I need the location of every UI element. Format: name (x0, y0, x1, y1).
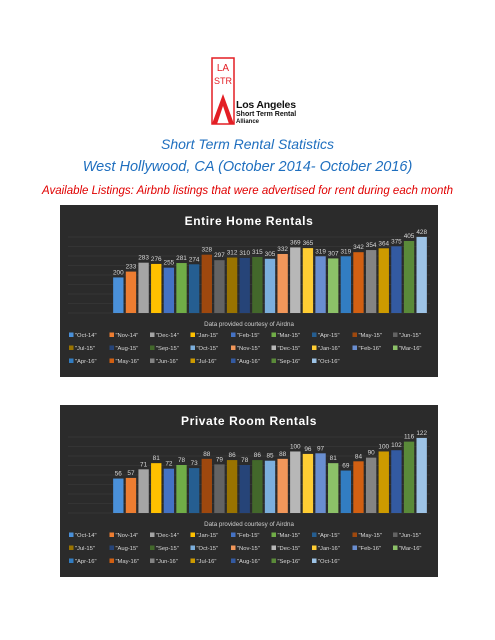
entire-home-legend-swatch (191, 346, 196, 351)
entire-home-bar (277, 254, 287, 313)
entire-home-legend-label: "Oct-15" (196, 346, 219, 352)
private-room-legend-swatch (69, 533, 74, 538)
private-room-legend-swatch (191, 533, 196, 538)
private-room-legend-swatch (353, 533, 358, 538)
private-room-legend-label: "Jun-15" (399, 533, 421, 539)
private-room-legend-label: "Nov-15" (237, 546, 260, 552)
entire-home-legend-label: "May-16" (115, 359, 139, 365)
private-room-legend-swatch (150, 533, 155, 538)
entire-home-legend-swatch (191, 359, 196, 364)
entire-home-bar (366, 250, 376, 313)
private-room-bar (277, 459, 287, 513)
private-room-legend-label: "Aug-15" (115, 546, 139, 552)
private-room-legend-swatch (312, 559, 317, 564)
entire-home-data-label: 319 (315, 248, 326, 256)
entire-home-legend-label: "Mar-16" (399, 346, 422, 352)
entire-home-bar (328, 258, 338, 313)
entire-home-bar (290, 247, 300, 313)
entire-home-legend-swatch (353, 333, 358, 338)
entire-home-annotation: Data provided courtesy of Airdna (204, 321, 294, 328)
entire-home-bar (227, 258, 237, 313)
entire-home-data-label: 310 (239, 249, 251, 257)
private-room-legend-swatch (150, 546, 155, 551)
logo-letters-str: STR (214, 76, 232, 86)
entire-home-bar (189, 264, 199, 313)
entire-home-chart-title: Entire Home Rentals (184, 214, 314, 228)
entire-home-bar (126, 272, 136, 313)
private-room-bar (214, 464, 224, 513)
entire-home-data-label: 328 (201, 246, 213, 254)
page-subtitle: Available Listings: Airbnb listings that were advertised for rent during each month (41, 185, 454, 197)
private-room-legend-swatch (231, 546, 236, 551)
private-room-bar (151, 463, 161, 513)
entire-home-legend-swatch (393, 333, 398, 338)
private-room-data-label: 69 (342, 462, 350, 470)
entire-home-data-label: 369 (289, 239, 301, 247)
entire-home-legend-swatch (150, 333, 155, 338)
private-room-legend-label: "Nov-14" (115, 533, 139, 539)
entire-home-legend-swatch (231, 346, 236, 351)
logo-a-shape (212, 94, 234, 124)
private-room-bar (227, 460, 237, 513)
entire-home-data-label: 405 (403, 233, 415, 240)
entire-home-bar (176, 263, 186, 313)
entire-home-legend-swatch (69, 359, 74, 364)
entire-home-data-label: 354 (365, 242, 377, 250)
entire-home-legend-swatch (231, 333, 236, 338)
private-room-bar (417, 438, 427, 513)
private-room-data-label: 85 (266, 452, 274, 460)
private-room-legend-swatch (393, 533, 398, 538)
logo-wordmark (236, 100, 296, 126)
entire-home-legend-label: "Mar-15" (277, 333, 300, 339)
entire-home-bar (341, 256, 351, 313)
private-room-legend-swatch (191, 546, 196, 551)
entire-home-legend-swatch (312, 359, 317, 364)
entire-home-legend-swatch (110, 359, 115, 364)
private-room-legend-label: "Mar-15" (277, 533, 300, 539)
private-room-bar (315, 453, 325, 513)
private-room-legend-label: "Jan-15" (196, 533, 219, 539)
entire-home-legend-label: "May-15" (358, 333, 382, 339)
entire-home-data-label: 305 (264, 250, 276, 258)
private-room-legend-swatch (272, 559, 277, 564)
private-room-legend-swatch (69, 559, 74, 564)
logo-line-str: Short Term Rental (236, 111, 297, 118)
entire-home-data-label: 315 (252, 249, 263, 256)
entire-home-legend-swatch (150, 346, 155, 351)
entire-home-legend-swatch (69, 346, 74, 351)
private-room-data-label: 122 (416, 429, 428, 437)
private-room-legend-label: "Mar-16" (399, 546, 422, 552)
private-room-bar (303, 454, 313, 513)
entire-home-legend-swatch (272, 359, 277, 364)
private-room-bar (328, 463, 338, 513)
private-room-legend-label: "Sep-15" (156, 546, 179, 552)
private-room-data-label: 88 (279, 450, 287, 458)
private-room-legend-label: "Dec-14" (156, 533, 179, 539)
private-room-bar (290, 451, 300, 513)
entire-home-bar (138, 263, 148, 313)
private-room-bar (391, 450, 401, 513)
private-room-data-label: 88 (203, 450, 211, 458)
entire-home-legend-label: "Feb-16" (358, 346, 381, 352)
private-room-legend-label: "Feb-15" (237, 533, 260, 539)
page-title: Short Term Rental Statistics (161, 136, 334, 152)
entire-home-legend-label: "Dec-14" (156, 333, 179, 339)
private-room-legend-label: "Jul-16" (196, 559, 217, 565)
private-room-legend-label: "Aug-16" (237, 559, 260, 565)
private-room-bar (202, 459, 212, 513)
entire-home-bar (164, 268, 174, 313)
entire-home-data-label: 307 (327, 250, 339, 258)
entire-home-legend-swatch (150, 359, 155, 364)
private-room-bar (113, 479, 123, 513)
entire-home-legend-label: "Nov-14" (115, 333, 139, 339)
entire-home-bar (113, 277, 123, 313)
private-room-bar (252, 460, 262, 513)
entire-home-legend-label: "Aug-16" (237, 359, 260, 365)
entire-home-bar (252, 257, 262, 313)
private-room-bar (176, 465, 186, 513)
private-room-legend-label: "Apr-16" (75, 559, 97, 565)
entire-home-bar (202, 255, 212, 313)
private-room-legend-swatch (393, 546, 398, 551)
private-room-data-label: 71 (140, 461, 148, 469)
private-room-legend-swatch (312, 546, 317, 551)
private-room-legend-swatch (231, 533, 236, 538)
entire-home-legend-label: "Sep-15" (156, 346, 179, 352)
entire-home-bar (404, 241, 414, 313)
entire-home-chart-svg (60, 205, 438, 377)
private-room-bar (366, 458, 376, 513)
page-location: West Hollywood, CA (October 2014- October 2016) (82, 159, 413, 175)
entire-home-legend-swatch (231, 359, 236, 364)
private-room-data-label: 81 (329, 455, 337, 463)
private-room-data-label: 84 (354, 453, 363, 461)
entire-home-bar (151, 264, 161, 313)
entire-home-bar (240, 258, 250, 313)
private-room-annotation: Data provided courtesy of Airdna (204, 521, 294, 528)
private-room-legend-label: "Jan-16" (318, 546, 340, 552)
entire-home-legend-swatch (272, 333, 277, 338)
private-room-chart-svg (60, 405, 438, 577)
private-room-legend-swatch (150, 559, 155, 564)
logo-letters-la: LA (216, 63, 230, 74)
entire-home-data-label: 276 (150, 255, 162, 263)
entire-home-legend-label: "Oct-14" (75, 333, 97, 339)
private-room-legend-label: "Apr-15" (318, 533, 340, 539)
entire-home-data-label: 233 (125, 263, 137, 271)
entire-home-bar (379, 248, 389, 313)
private-room-bar (265, 461, 275, 513)
entire-home-legend-label: "Sep-16" (277, 359, 301, 365)
entire-home-data-label: 312 (226, 249, 238, 257)
private-room-data-label: 90 (367, 449, 375, 457)
private-room-chart (60, 405, 438, 577)
entire-home-legend-swatch (312, 346, 317, 351)
private-room-legend-swatch (231, 559, 236, 564)
private-room-data-label: 116 (403, 433, 415, 441)
private-room-legend-label: "Dec-15" (277, 546, 301, 552)
entire-home-data-label: 375 (391, 238, 402, 246)
private-room-legend-label: "Feb-16" (358, 546, 381, 552)
entire-home-legend-swatch (393, 346, 398, 351)
logo-line-alliance: Alliance (236, 118, 260, 125)
entire-home-legend-label: "Jan-16" (318, 346, 340, 352)
entire-home-legend-label: "Feb-15" (237, 333, 260, 339)
entire-home-legend-swatch (272, 346, 277, 351)
private-room-legend-label: "May-16" (115, 559, 139, 565)
entire-home-bar (303, 248, 313, 313)
entire-home-data-label: 428 (416, 228, 428, 236)
private-room-data-label: 81 (152, 455, 160, 463)
entire-home-legend-label: "Jan-15" (196, 333, 219, 339)
private-room-chart-title: Private Room Rentals (180, 414, 318, 428)
private-room-legend-label: "Jun-16" (156, 559, 178, 565)
entire-home-bar (315, 256, 325, 313)
private-room-data-label: 86 (228, 452, 236, 460)
entire-home-data-label: 365 (302, 240, 314, 248)
entire-home-legend-label: "Jun-15" (399, 333, 421, 339)
private-room-legend-swatch (272, 546, 277, 551)
private-room-legend-swatch (272, 533, 277, 538)
private-room-data-label: 96 (304, 445, 312, 453)
entire-home-data-label: 332 (277, 245, 288, 253)
entire-home-legend-label: "Jun-16" (156, 359, 178, 365)
entire-home-legend-label: "Oct-16" (318, 359, 340, 365)
private-room-bar (341, 471, 351, 513)
private-room-bar (189, 468, 199, 513)
entire-home-legend-label: "Apr-15" (318, 333, 340, 339)
private-room-legend-swatch (110, 546, 115, 551)
entire-home-legend-swatch (110, 346, 115, 351)
private-room-legend-label: "Oct-15" (196, 546, 219, 552)
entire-home-data-label: 274 (188, 256, 200, 264)
entire-home-legend-label: "Jul-15" (75, 346, 95, 352)
private-room-bar (404, 442, 414, 513)
entire-home-legend-label: "Nov-15" (237, 346, 260, 352)
private-room-data-label: 100 (378, 443, 390, 451)
entire-home-legend-swatch (312, 333, 317, 338)
private-room-legend-swatch (69, 546, 74, 551)
entire-home-bar (353, 252, 363, 313)
private-room-data-label: 100 (289, 443, 301, 451)
private-room-data-label: 97 (317, 445, 325, 453)
private-room-data-label: 78 (241, 457, 249, 464)
entire-home-legend-swatch (353, 346, 358, 351)
entire-home-legend-label: "Dec-15" (277, 346, 301, 352)
entire-home-legend-label: "Apr-16" (75, 359, 97, 365)
private-room-data-label: 78 (177, 457, 186, 464)
private-room-data-label: 102 (391, 442, 402, 450)
private-room-data-label: 72 (165, 460, 173, 468)
entire-home-data-label: 319 (340, 248, 352, 256)
private-room-data-label: 73 (190, 460, 198, 468)
private-room-legend-swatch (353, 546, 358, 551)
private-room-legend-label: "Jul-15" (75, 546, 95, 552)
private-room-data-label: 86 (253, 452, 261, 460)
entire-home-bar (417, 237, 427, 313)
entire-home-data-label: 200 (112, 269, 124, 277)
entire-home-bar (265, 259, 275, 313)
private-room-bar (138, 469, 148, 513)
private-room-legend-label: "May-15" (358, 533, 382, 539)
private-room-data-label: 57 (127, 469, 135, 477)
private-room-bar (240, 465, 250, 513)
entire-home-legend-swatch (110, 333, 115, 338)
entire-home-data-label: 281 (176, 255, 187, 263)
private-room-legend-swatch (191, 559, 196, 564)
logo-line-city: Los Angeles (236, 99, 296, 111)
entire-home-data-label: 342 (353, 244, 364, 252)
entire-home-bar (391, 246, 401, 313)
entire-home-data-label: 255 (163, 259, 175, 267)
private-room-bar (353, 461, 363, 513)
private-room-bar (164, 469, 174, 513)
private-room-bar (379, 451, 389, 513)
entire-home-bar (214, 260, 224, 313)
private-room-legend-label: "Oct-14" (75, 533, 97, 539)
entire-home-data-label: 283 (138, 254, 149, 262)
private-room-legend-label: "Oct-16" (318, 559, 340, 565)
entire-home-legend-label: "Jul-16" (196, 359, 217, 365)
private-room-data-label: 56 (114, 470, 122, 478)
private-room-legend-swatch (110, 533, 115, 538)
entire-home-legend-label: "Aug-15" (115, 346, 139, 352)
private-room-legend-swatch (110, 559, 115, 564)
entire-home-legend-swatch (69, 333, 74, 338)
private-room-bar (126, 478, 136, 513)
entire-home-chart (60, 205, 438, 377)
private-room-legend-label: "Sep-16" (277, 559, 301, 565)
entire-home-legend-swatch (191, 333, 196, 338)
private-room-data-label: 79 (215, 456, 223, 464)
entire-home-data-label: 364 (378, 240, 390, 248)
private-room-legend-swatch (312, 533, 317, 538)
entire-home-data-label: 297 (214, 252, 225, 260)
